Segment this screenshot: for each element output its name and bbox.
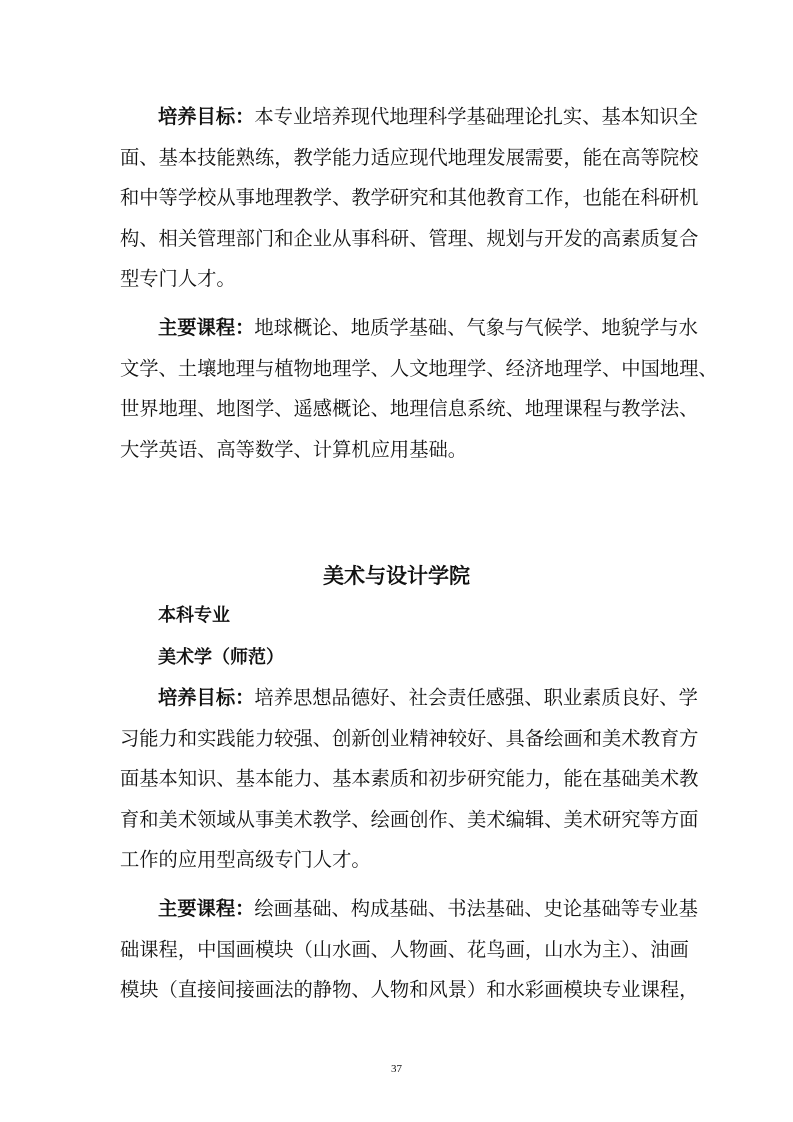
page-number: 37 — [391, 1063, 402, 1075]
text-line: 文学、土壤地理与植物地理学、人文地理学、经济地理学、中国地理、 — [120, 356, 718, 380]
text-line: 育和美术领域从事美术教学、绘画创作、美术编辑、美术研究等方面 — [120, 807, 699, 831]
text-line: 面、基本技能熟练，教学能力适应现代地理发展需要，能在高等院校 — [120, 145, 699, 169]
paragraph-label: 培养目标： — [158, 105, 255, 128]
text-line: 主要课程：地球概论、地质学基础、气象与气候学、地貌学与水 — [158, 316, 698, 339]
text-line: 构、相关管理部门和企业从事科研、管理、规划与开发的高素质复合 — [120, 226, 699, 250]
text-line: 世界地理、地图学、遥感概论、地理信息系统、地理课程与教学法、 — [120, 397, 699, 420]
text-line: 培养目标：培养思想品德好、社会责任感强、职业素质良好、学 — [158, 686, 698, 709]
text-line: 模块（直接间接画法的静物、人物和风景）和水彩画模块专业课程， — [120, 978, 699, 1001]
text-line: 面基本知识、基本能力、基本素质和初步研究能力，能在基础美术教 — [120, 767, 699, 790]
program-category: 本科专业 — [158, 605, 230, 626]
major-title: 美术学（师范） — [158, 647, 284, 668]
college-title: 美术与设计学院 — [323, 564, 470, 588]
college-objective-paragraph — [120, 678, 699, 881]
paragraph-label: 主要课程： — [158, 897, 255, 920]
text-line: 培养目标：本专业培养现代地理科学基础理论扎实、基本知识全 — [158, 105, 698, 128]
text-line: 型专门人才。 — [120, 267, 236, 290]
paragraph-label: 主要课程： — [158, 316, 255, 339]
text-line: 大学英语、高等数学、计算机应用基础。 — [120, 437, 468, 461]
geo-courses-paragraph — [120, 308, 718, 470]
text-line: 和中等学校从事地理教学、教学研究和其他教育工作，也能在科研机 — [120, 186, 699, 209]
text-line: 习能力和实践能力较强、创新创业精神较好、具备绘画和美术教育方 — [120, 726, 699, 750]
paragraph-label: 培养目标： — [158, 686, 255, 709]
college-courses-paragraph — [120, 889, 699, 1011]
text-line: 础课程，中国画模块（山水画、人物画、花鸟画，山水为主）、油画 — [120, 937, 689, 961]
text-line: 工作的应用型高级专门人才。 — [120, 848, 371, 871]
text-line: 主要课程：绘画基础、构成基础、书法基础、史论基础等专业基 — [158, 897, 698, 920]
geo-objective-paragraph — [120, 97, 699, 300]
